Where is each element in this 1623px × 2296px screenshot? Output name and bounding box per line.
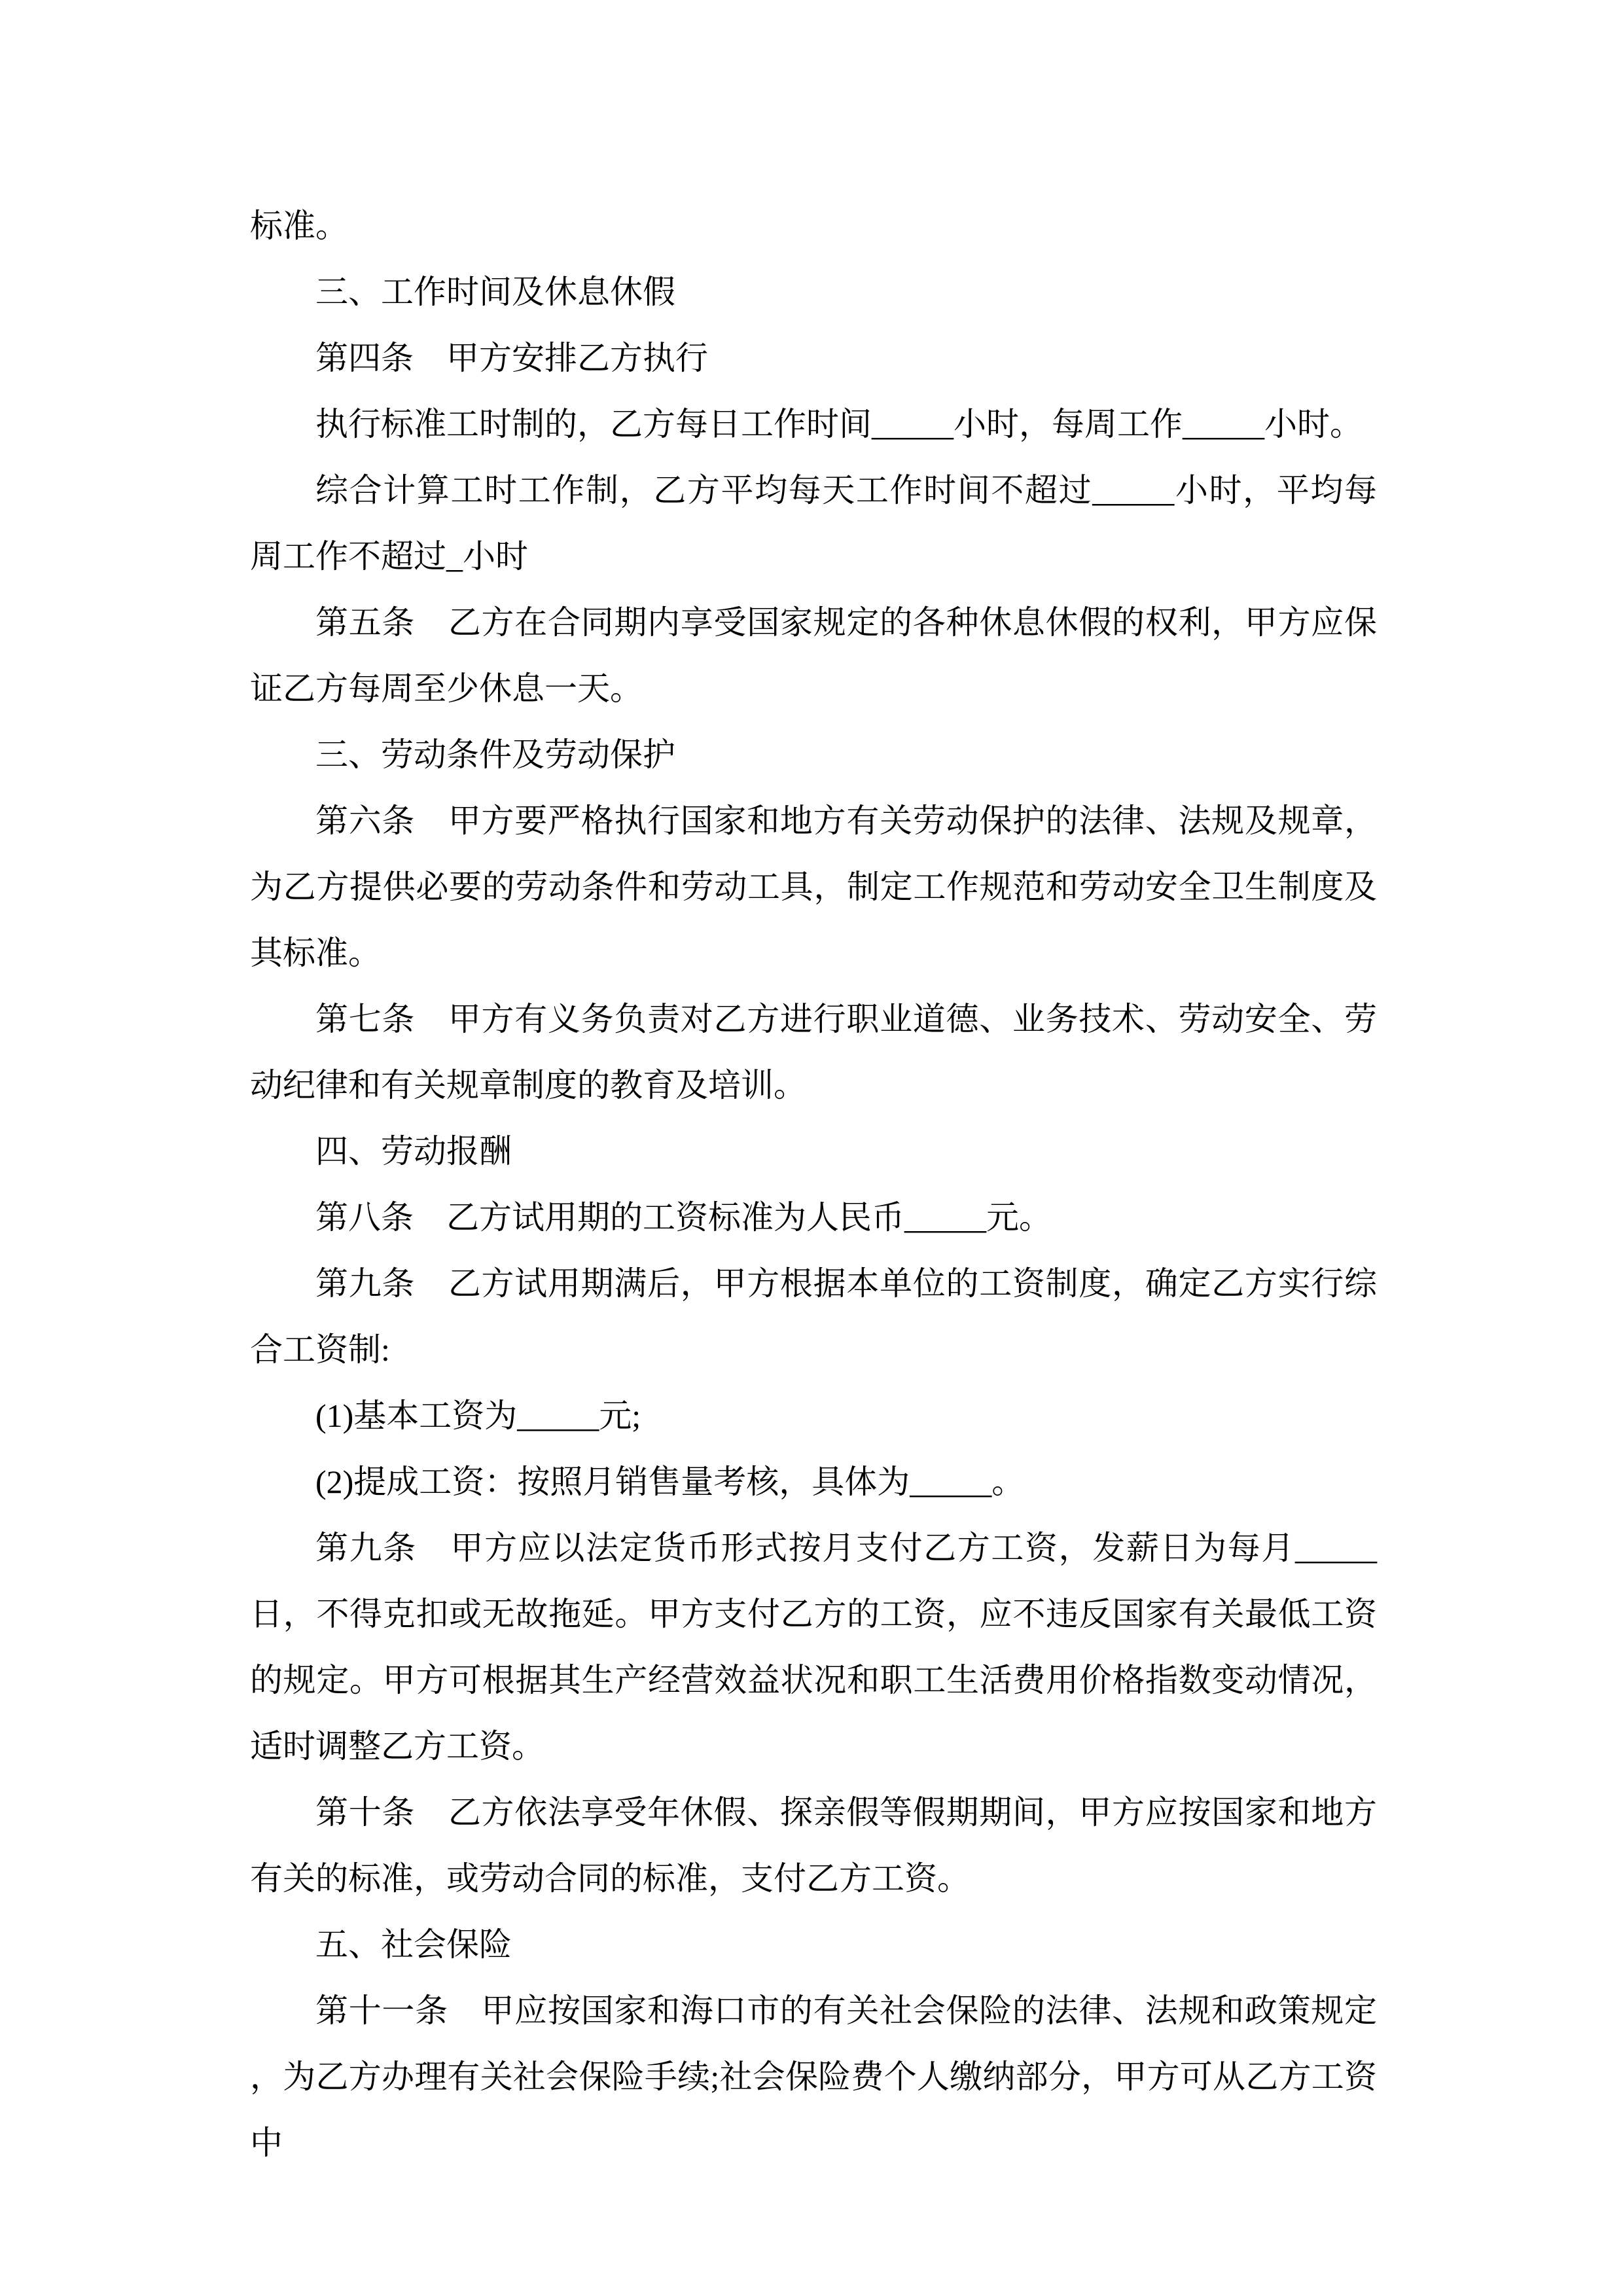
clause-7: 第七条 甲方有义务负责对乙方进行职业道德、业务技术、劳动安全、劳动纪律和有关规章制度的教育及培训。 [250, 1001, 1377, 1103]
paragraph-continuation: 标准。 [250, 207, 348, 244]
document-body [250, 193, 1377, 2176]
section-heading-remuneration: 四、劳动报酬 [315, 1133, 512, 1170]
clause-4: 第四条 甲方安排乙方执行 [315, 340, 708, 376]
list-item-commission: (2)提成工资：按照月销售量考核，具体为_____。 [315, 1463, 1025, 1500]
section-heading-work-time: 三、工作时间及休息休假 [315, 274, 675, 310]
clause-10: 第十条 乙方依法享受年休假、探亲假等假期期间，甲方应按国家和地方有关的标准，或劳动合同的标准，支付乙方工资。 [250, 1794, 1377, 1897]
clause-5: 第五条 乙方在合同期内享受国家规定的各种休息休假的权利，甲方应保证乙方每周至少休息一天。 [250, 604, 1377, 707]
clause-11: 第十一条 甲应按国家和海口市的有关社会保险的法律、法规和政策规定，为乙方办理有关社会保险手续;社会保险费个人缴纳部分，甲方可从乙方工资中 [250, 1992, 1377, 2161]
clause-6: 第六条 甲方要严格执行国家和地方有关劳动保护的法律、法规及规章，为乙方提供必要的劳动条件和劳动工具，制定工作规范和劳动安全卫生制度及其标准。 [250, 802, 1377, 971]
section-heading-labor-protection: 三、劳动条件及劳动保护 [315, 736, 675, 773]
clause-4-comprehensive-hours: 综合计算工时工作制，乙方平均每天工作时间不超过_____小时，平均每周工作不超过_小时 [250, 472, 1377, 575]
section-heading-social-insurance: 五、社会保险 [315, 1926, 512, 1963]
clause-9-payment: 第九条 甲方应以法定货币形式按月支付乙方工资，发薪日为每月_____日，不得克扣或无故拖延。甲方支付乙方的工资，应不违反国家有关最低工资的规定。甲方可根据其生产经营效益状况和职工生活费用价格指数变动情况，适时调整乙方工资。 [250, 1530, 1377, 1765]
list-item-base-salary: (1)基本工资为_____元; [315, 1397, 641, 1434]
clause-4-standard-hours: 执行标准工时制的，乙方每日工作时间_____小时，每周工作_____小时。 [315, 406, 1363, 442]
clause-8: 第八条 乙方试用期的工资标准为人民币_____元。 [315, 1199, 1052, 1236]
clause-9: 第九条 乙方试用期满后，甲方根据本单位的工资制度，确定乙方实行综合工资制: [250, 1265, 1377, 1368]
